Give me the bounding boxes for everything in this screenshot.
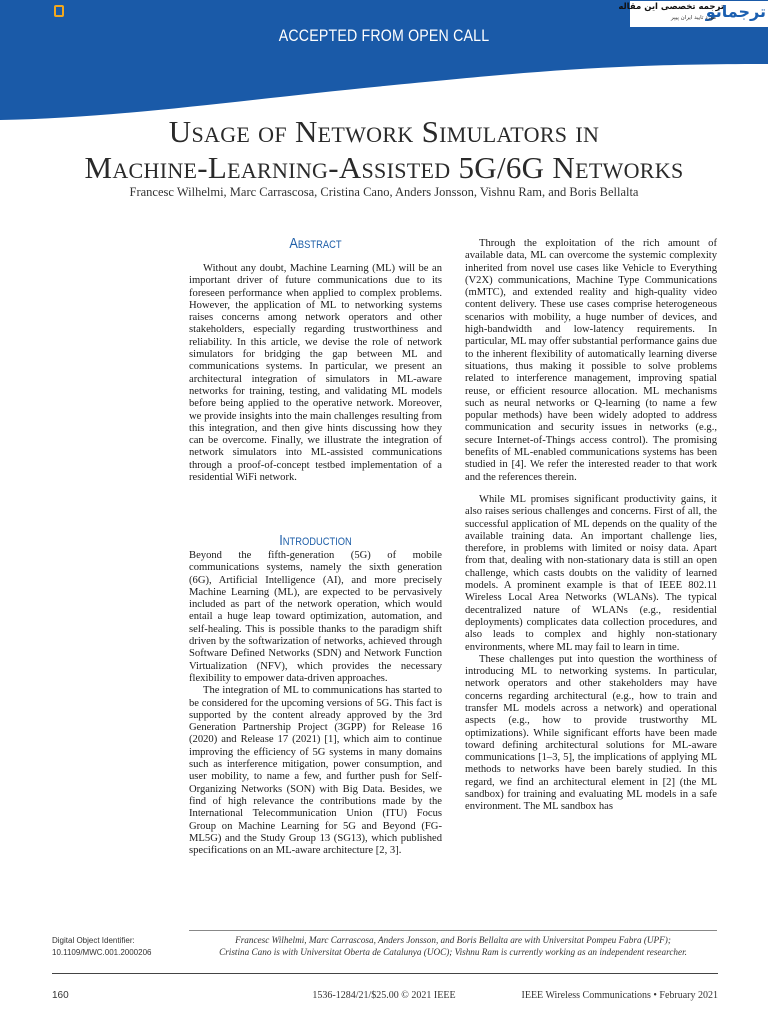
intro-paragraph-1: Beyond the fifth-generation (5G) of mobile communications systems, namely the sixth generation (6G), Artificial Intelligence (AI), and more precisely Machine Learning (ML), are expected to be pervasively included as part of the network operation, which would entail a huge leap toward optimization, automation, and self-healing. This is possible thanks to the paradigm shift driven by the softwarization of networks, achieved through Software Defined Networks (SDN) and Network Function Virtualization (NFV), which provides the necessary flexibility to empower data-driven approaches. bbox=[189, 550, 442, 684]
author-list: Francesc Wilhelmi, Marc Carrascosa, Cristina Cano, Anders Jonsson, Vishnu Ram, and Boris Bellalta bbox=[129, 185, 639, 199]
page-footer-rule bbox=[52, 973, 718, 974]
translation-brand-badge[interactable] bbox=[618, 1, 768, 27]
affiliation-line-1: Francesc Wilhelmi, Marc Carrascosa, Anders Jonsson, and Boris Bellalta are with Universitat Pompeu Fabra (UPF); bbox=[235, 935, 671, 945]
abstract-heading: Abstract bbox=[289, 235, 342, 252]
section-label: ACCEPTED FROM OPEN CALL bbox=[278, 27, 490, 45]
affiliation-footnote bbox=[189, 935, 717, 958]
title-line-2: Machine-Learning-Assisted 5G/6G Networks bbox=[84, 150, 684, 185]
right-column bbox=[465, 238, 717, 814]
title-line-1: Usage of Network Simulators in bbox=[168, 114, 600, 149]
issn-copyright: 1536-1284/21/$25.00 © 2021 IEEE bbox=[312, 990, 456, 1001]
intro-paragraph-2: The integration of ML to communications has started to be considered for the upcoming versions of 5G. This fact is supported by the content already approved by the 3rd Generation Partnership Project (3GPP) for Release 16 (2020) and Release 17 (2021) [1], which aim to continue improving the efficiency of 5G systems in many domains such as interference mitigation, power consumption, and user mobility, to name a few, and further push for Self-Organizing Networks (SON) with Big Data. Besides, we find of high relevance the contributions made by the International Telecommunication Union (ITU) Focus Group on Machine Learning for 5G and Beyond (FG-ML5G) and the Study Group 13 (SG13), which published specifications on an ML-aware architecture [2, 3]. bbox=[189, 685, 442, 857]
page-number: 160 bbox=[52, 990, 69, 1001]
abstract-body bbox=[189, 263, 442, 484]
affiliation-line-2: Cristina Cano is with Universitat Oberta de Catalunya (UOC); Vishnu Ram is currently working as an independent researcher. bbox=[219, 946, 687, 957]
right-paragraph-1: Through the exploitation of the rich amount of available data, ML can overcome the systemic complexity inherited from novel use cases like Vehicle to Everything (V2X) communications, Machine Type Communications (mMTC), and extended reality and high-quality video content delivery. These use cases comprise heterogeneous scenarios with mobility, a huge number of devices, and high-bandwidth and low-latency requirements. In particular, ML may offer substantial performance gains due to the inherent flexibility of automatically learning diverse situations, thus making it possible to solve problems related to interference management, improving spatial reuse, or efficient resource allocation. ML mechanisms such as neural networks or Q-learning (to name a few popular methods) have been widely adopted to address communication and security issues in networks (e.g., secure Internet-of-Things access control). The promising benefits of ML-enabled communications systems has been studied in [4]. We refer the interested reader to that work and the references therein. bbox=[465, 238, 717, 483]
right-paragraph-3: These challenges put into question the worthiness of introducing ML to networking systems. In particular, network operators and other stakeholders may have concerns regarding architectural (e.g., how to train and transfer ML models across a network) and operational aspects (e.g., how to provide trustworthy ML optimizations). While significant efforts have been made toward defining architectural solutions for ML-aware communications [1–3, 5], the implications of applying ML methods to networks have been barely studied. In this regard, we find an architectural element in [2] (the ML sandbox) for training and evaluating ML models in a safe environment. The ML sandbox has bbox=[465, 653, 717, 813]
brand-line-1: ترجمه تخصصی این مقاله bbox=[618, 2, 724, 12]
brand-line-2: مورد تایید ایران پیپر bbox=[671, 15, 716, 21]
journal-issue: IEEE Wireless Communications • February 2021 bbox=[521, 990, 718, 1001]
introduction-body bbox=[189, 550, 442, 857]
footnote-divider bbox=[189, 930, 717, 931]
logo-icon bbox=[54, 5, 64, 17]
article-title bbox=[0, 114, 768, 186]
introduction-heading: Introduction bbox=[279, 532, 352, 549]
abstract-text: Without any doubt, Machine Learning (ML) will be an important driver of future communications due to its foreseen performance when applied to complex problems. However, the application of ML to networking systems raises concerns among network operators and other stakeholders, especially regarding trustworthiness and reliability. In this article, we devise the role of network simulators for bridging the gap between ML and communications systems. In particular, we present an architectural integration of simulators in ML-aware networks for training, testing, and validating ML models before being applied to the operative network. Moreover, we provide insights into the main challenges resulting from this integration, and then give hints discussing how they can be overcome. Finally, we illustrate the integration of network simulators into ML-assisted communications through a proof-of-concept testbed implementation of a residential WiFi network. bbox=[189, 263, 442, 484]
brand-name: ترجمانو bbox=[705, 2, 766, 21]
doi-label: Digital Object Identifier: bbox=[52, 936, 135, 945]
corner-logo bbox=[20, 4, 64, 20]
doi-block bbox=[52, 935, 172, 959]
right-paragraph-2: While ML promises significant productivity gains, it also raises serious challenges and concerns. First of all, the successful application of ML depends on the quality of the available training data. An important challenge lies, therefore, in problems with limited or noisy data. Apart from that, dealing with non-stationary data is still an open challenge, which casts doubts on the validity of learned models. A prominent example is that of IEEE 802.11 Wireless Local Area Networks (WLANs). The typical decentralized nature of WLANs (e.g., residential deployments) complicates data collection procedures, and also leads to complex and highly non-stationary environments, where ML may fail to learn in time. bbox=[465, 493, 717, 653]
doi-value[interactable]: 10.1109/MWC.001.2000206 bbox=[52, 948, 152, 957]
